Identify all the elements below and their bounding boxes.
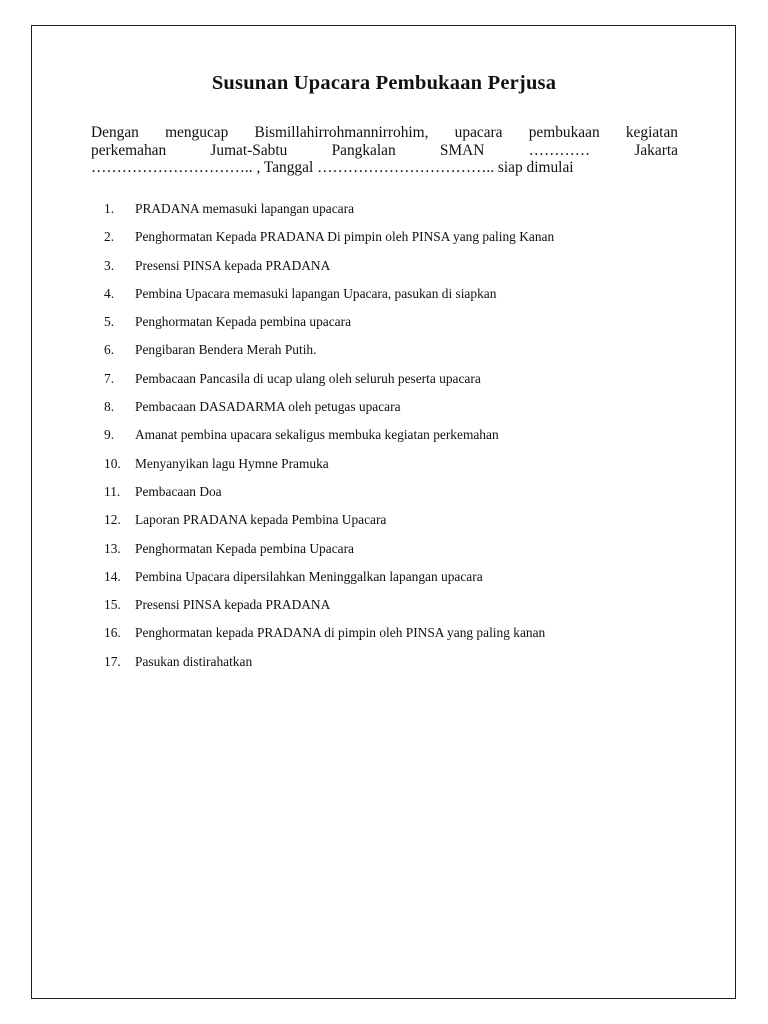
- step-text: Pembacaan Doa: [135, 483, 222, 499]
- intro-word: …………: [528, 141, 591, 159]
- list-item: [104, 229, 554, 257]
- intro-word: SMAN: [439, 141, 485, 159]
- ceremony-steps-list: [104, 201, 554, 682]
- intro-word: Bismillahirrohmannirrohim,: [254, 124, 429, 141]
- list-item: [104, 541, 554, 569]
- intro-paragraph: [91, 124, 678, 177]
- intro-last-line: ………………………….. , Tanggal …………………………….. siap dimulai: [91, 159, 574, 176]
- list-item: [104, 569, 554, 597]
- step-text: Penghormatan kepada PRADANA di pimpin oleh PINSA yang paling kanan: [135, 625, 546, 641]
- intro-line-1: [91, 124, 678, 142]
- list-item: [104, 371, 554, 399]
- list-item: [104, 625, 554, 653]
- step-number: 6.: [104, 342, 115, 358]
- step-number: 16.: [104, 625, 121, 641]
- intro-word: kegiatan: [625, 124, 678, 141]
- step-text: Menyanyikan lagu Hymne Pramuka: [135, 455, 329, 471]
- intro-word: Jakarta: [634, 141, 678, 159]
- intro-word: Pangkalan: [331, 141, 396, 159]
- list-item: [104, 258, 554, 286]
- intro-word: Jumat-Sabtu: [210, 141, 288, 159]
- intro-word: pembukaan: [528, 124, 600, 141]
- document-title: Susunan Upacara Pembukaan Perjusa: [211, 72, 557, 94]
- list-item: [104, 427, 554, 455]
- step-number: 10.: [104, 455, 121, 471]
- step-text: Penghormatan Kepada pembina upacara: [135, 314, 352, 330]
- step-number: 9.: [104, 427, 115, 443]
- list-item: [104, 597, 554, 625]
- list-item: [104, 512, 554, 540]
- list-item: [104, 201, 554, 229]
- intro-line-2: [91, 142, 678, 160]
- step-text: Penghormatan Kepada PRADANA Di pimpin oleh PINSA yang paling Kanan: [135, 229, 555, 245]
- intro-word: mengucap: [165, 124, 229, 141]
- step-text: Pembina Upacara memasuki lapangan Upacara, pasukan di siapkan: [135, 285, 497, 301]
- list-item: [104, 456, 554, 484]
- list-item: [104, 399, 554, 427]
- step-number: 17.: [104, 653, 121, 669]
- list-item: [104, 342, 554, 370]
- step-number: 12.: [104, 512, 121, 528]
- step-text: Laporan PRADANA kepada Pembina Upacara: [135, 512, 387, 528]
- step-number: 13.: [104, 540, 121, 556]
- step-number: 3.: [104, 257, 115, 273]
- step-text: Pasukan distirahatkan: [135, 653, 253, 669]
- step-text: PRADANA memasuki lapangan upacara: [135, 201, 355, 216]
- step-number: 11.: [104, 483, 121, 499]
- step-number: 2.: [104, 229, 115, 245]
- step-text: Amanat pembina upacara sekaligus membuka kegiatan perkemahan: [135, 427, 499, 443]
- list-item: [104, 314, 554, 342]
- intro-word: perkemahan: [91, 141, 167, 159]
- step-number: 7.: [104, 370, 115, 386]
- step-number: 15.: [104, 597, 121, 613]
- step-number: 4.: [104, 285, 115, 301]
- list-item: [104, 484, 554, 512]
- step-number: 8.: [104, 399, 115, 415]
- step-text: Presensi PINSA kepada PRADANA: [135, 257, 331, 273]
- intro-word: upacara: [454, 124, 503, 141]
- step-text: Pengibaran Bendera Merah Putih.: [135, 342, 317, 358]
- step-number: 1.: [104, 201, 115, 216]
- list-item: [104, 654, 554, 682]
- step-text: Pembacaan Pancasila di ucap ulang oleh seluruh peserta upacara: [135, 370, 481, 386]
- step-number: 14.: [104, 568, 121, 584]
- step-text: Penghormatan Kepada pembina Upacara: [135, 540, 354, 556]
- step-number: 5.: [104, 314, 115, 330]
- intro-word: Dengan: [91, 124, 139, 141]
- intro-line-3: [91, 159, 678, 177]
- step-text: Presensi PINSA kepada PRADANA: [135, 597, 331, 613]
- step-text: Pembacaan DASADARMA oleh petugas upacara: [135, 399, 401, 415]
- step-text: Pembina Upacara dipersilahkan Meninggalkan lapangan upacara: [135, 568, 483, 584]
- list-item: [104, 286, 554, 314]
